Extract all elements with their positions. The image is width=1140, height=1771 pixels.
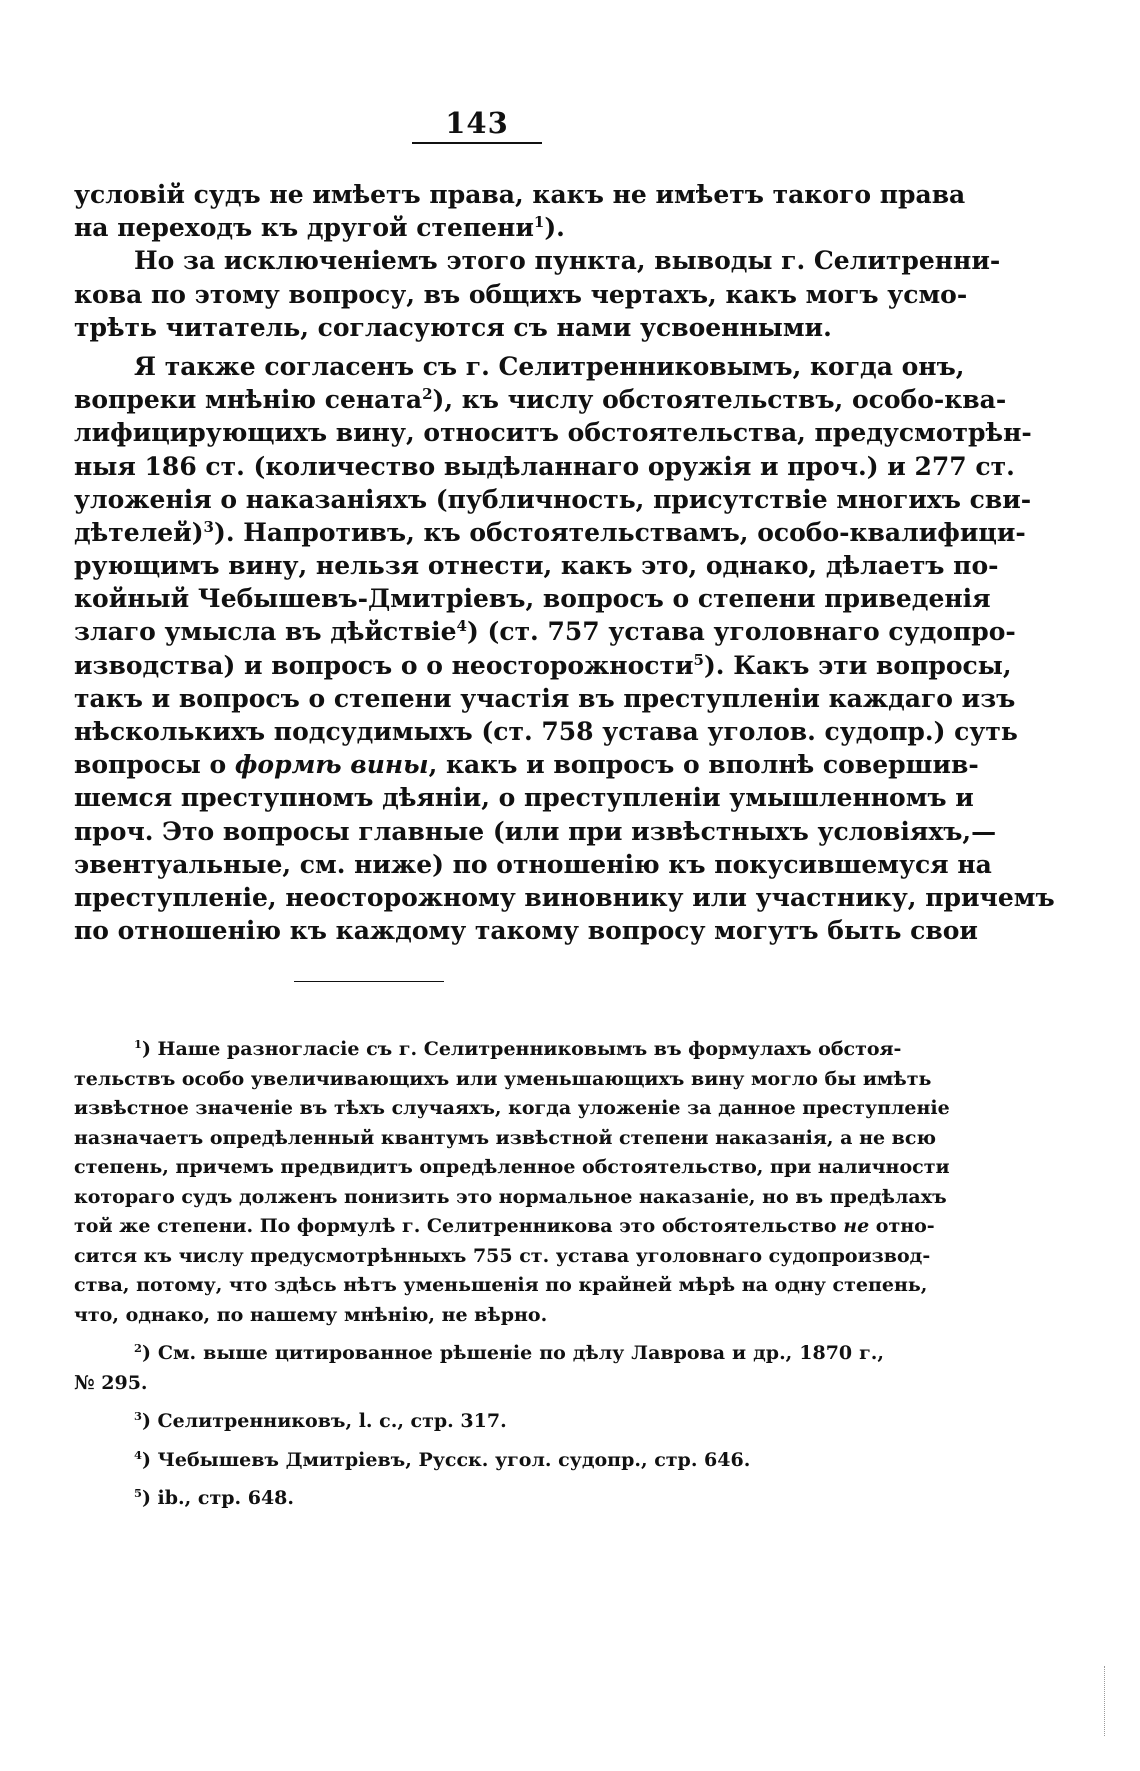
body-text: нѣсколькихъ подсудимыхъ (ст. 758 устава уголов. судопр.) суть [74, 717, 1018, 746]
footnote-line [74, 1407, 884, 1437]
footnote-text: извѣстное значеніе въ тѣхъ случаяхъ, когда уложеніе за данное преступленіе [74, 1097, 950, 1119]
footnote-marker: 1 [134, 1037, 142, 1052]
body-text: на переходъ къ другой степени [74, 213, 534, 243]
paragraph-gap [74, 1475, 884, 1484]
footnote-text: № 295. [74, 1371, 148, 1394]
body-text: проч. Это вопросы главные (или при извѣстныхъ условіяхъ,— [74, 816, 997, 846]
body-text: Я также согласенъ съ г. Селитренниковымъ, когда онъ, [134, 351, 965, 381]
body-line [74, 615, 1016, 648]
footnote-marker: 1 [533, 213, 545, 232]
body-text: лифицирующихъ вину, относитъ обстоятельства, предусмотрѣн- [74, 418, 1032, 448]
footnote-line [74, 1446, 884, 1476]
footnote-text: ) Наше разногласіе съ г. Селитренниковымъ въ формулахъ обстоя- [141, 1038, 902, 1060]
body-line [74, 582, 991, 615]
footnote-text: назначаетъ опредѣленный квантумъ извѣстной степени наказанія, а не всю [74, 1126, 936, 1149]
footnote-text: сится къ числу предусмотрѣнныхъ 755 ст. устава уголовнаго судопроизвод- [74, 1244, 931, 1267]
body-text: злаго умысла въ дѣйствіе [74, 617, 457, 647]
footnote-line [74, 1183, 947, 1213]
body-text: преступленіе, неосторожному виновнику или участнику, причемъ [74, 882, 1055, 912]
body-text [74, 178, 1055, 947]
body-line [74, 649, 1012, 682]
body-text: вопреки мнѣнію сената [74, 385, 423, 415]
footnote-line [74, 1094, 950, 1124]
body-text: трѣть читатель, согласуются съ нами усвоенными. [74, 312, 832, 342]
body-text: вопросы о [74, 750, 235, 780]
body-text: ), къ числу обстоятельствъ, особо-ква- [432, 385, 1007, 415]
paragraph-gap [74, 1437, 884, 1446]
paragraph-gap [74, 1330, 884, 1339]
footnote-text: той же степени. По формулѣ г. Селитренникова это обстоятельство [74, 1215, 844, 1237]
footnotes [74, 1035, 950, 1514]
paragraph-gap [74, 1398, 884, 1407]
footnote-text: отно- [869, 1215, 935, 1237]
footnote-marker: 4 [456, 617, 467, 636]
body-line [74, 383, 1007, 416]
body-italic-text: формѣ вины [234, 750, 429, 780]
body-line [74, 244, 1001, 277]
body-text: эвентуальные, см. ниже) по отношенію къ покусившемуся на [74, 849, 992, 879]
footnote-text: ) Чебышевъ Дмитріевъ, Русск. угол. судопр., стр. 646. [141, 1448, 751, 1471]
page-number-rule [412, 142, 542, 144]
footnote-text: ) Селитренниковъ, l. c., стр. 317. [141, 1410, 507, 1432]
body-text: ). Напротивъ, къ обстоятельствамъ, особо-квалифици- [213, 517, 1026, 547]
footnote-line [74, 1301, 884, 1331]
footnote-line [74, 1369, 884, 1399]
footnote-marker: 5 [693, 650, 704, 669]
body-text: условій судъ не имѣетъ права, какъ не имѣетъ такого права [74, 180, 966, 209]
footnote-marker: 3 [134, 1409, 142, 1424]
body-line [74, 781, 974, 814]
footnote-italic-text: не [843, 1215, 870, 1237]
body-line [74, 450, 1015, 483]
footnote-line [74, 1153, 950, 1183]
footnote-divider [294, 981, 444, 982]
body-text: ). Какъ эти вопросы, [703, 650, 1012, 680]
footnote-line [74, 1484, 884, 1514]
scan-edge-mark [1104, 1666, 1107, 1736]
body-text: койный Чебышевъ-Дмитріевъ, вопросъ о степени приведенія [74, 584, 991, 614]
body-line [74, 881, 1055, 914]
body-text: рующимъ вину, нельзя отнести, какъ это, однако, дѣлаетъ по- [74, 551, 999, 581]
footnote-line [74, 1339, 884, 1369]
body-text: , какъ и вопросъ о вполнѣ совершив- [428, 750, 979, 780]
body-line [74, 748, 979, 781]
footnote-line [74, 1124, 936, 1154]
body-text: ). [544, 213, 565, 243]
footnote-line [74, 1065, 932, 1095]
body-line [74, 549, 999, 582]
footnote-line [74, 1035, 902, 1065]
body-line [74, 416, 1032, 449]
body-line [74, 815, 997, 848]
body-text: ) (ст. 757 устава уголовнаго судопро- [466, 617, 1016, 647]
body-line [74, 715, 1018, 748]
body-text: изводства) и вопросъ о о неосторожности [74, 650, 694, 680]
footnote-text: ) ib., стр. 648. [141, 1487, 295, 1509]
body-line [74, 350, 965, 383]
footnote-marker: 2 [134, 1341, 142, 1356]
body-line [74, 516, 1026, 549]
footnote-marker: 3 [203, 517, 214, 536]
footnote-marker: 4 [134, 1447, 142, 1462]
footnote-text: тельствъ особо увеличивающихъ или уменьшающихъ вину могло бы имѣть [74, 1067, 932, 1090]
body-line [74, 178, 966, 211]
footnote-text: что, однако, по нашему мнѣнію, не вѣрно. [74, 1303, 548, 1326]
body-text: дѣтелей) [74, 517, 204, 547]
body-line [74, 483, 1032, 516]
body-text: такъ и вопросъ о степени участія въ преступленіи каждаго изъ [74, 683, 1016, 713]
footnote-text: ства, потому, что здѣсь нѣтъ уменьшенія по крайней мѣрѣ на одну степень, [74, 1274, 928, 1296]
body-line [74, 211, 884, 244]
footnote-text: ) См. выше цитированное рѣшеніе по дѣлу Лаврова и др., 1870 г., [141, 1342, 884, 1364]
footnote-text: степень, причемъ предвидитъ опредѣленное обстоятельство, при наличности [74, 1156, 950, 1178]
body-line [74, 914, 978, 947]
footnote-marker: 2 [422, 385, 433, 404]
body-text: кова по этому вопросу, въ общихъ чертахъ, какъ могъ усмо- [74, 279, 968, 309]
footnote-line [74, 1242, 931, 1272]
body-line [74, 682, 1016, 715]
body-text: шемся преступномъ дѣяніи, о преступленіи умышленномъ и [74, 783, 974, 813]
body-line [74, 848, 992, 881]
body-text: ныя 186 ст. (количество выдѣланнаго оружія и проч.) и 277 ст. [74, 451, 1015, 481]
page-number: 143 [445, 106, 509, 140]
footnote-marker: 5 [134, 1486, 142, 1501]
footnote-line [74, 1212, 935, 1242]
body-text: уложенія о наказаніяхъ (публичность, присутствіе многихъ сви- [74, 484, 1032, 514]
body-text: по отношенію къ каждому такому вопросу могутъ быть свои [74, 916, 978, 946]
body-text: Но за исключеніемъ этого пункта, выводы г. Селитренни- [134, 246, 1001, 276]
body-line [74, 278, 968, 311]
body-line [74, 311, 884, 344]
footnote-line [74, 1271, 928, 1301]
footnote-text: котораго судъ долженъ понизить это нормальное наказаніе, но въ предѣлахъ [74, 1185, 947, 1208]
